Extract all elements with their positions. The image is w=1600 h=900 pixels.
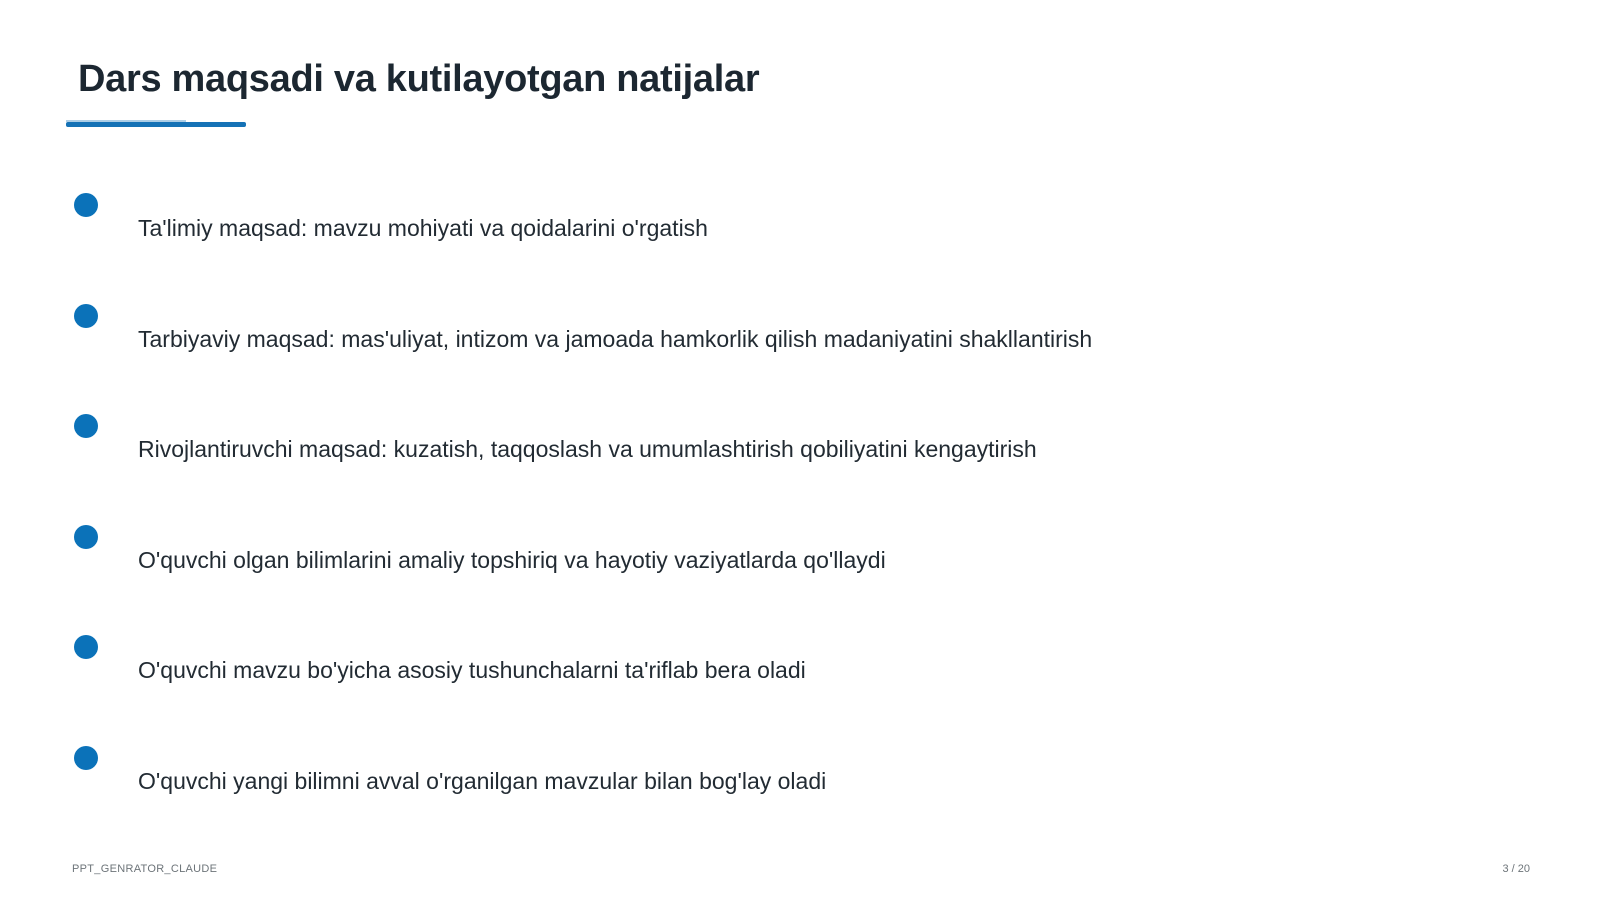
- title-underline: [66, 122, 246, 127]
- bullet-item: [0, 525, 1500, 585]
- bullet-dot-icon: [74, 525, 98, 549]
- bullet-dot-icon: [74, 414, 98, 438]
- bullet-text: Tarbiyaviy maqsad: mas'uliyat, intizom va jamoada hamkorlik qilish madaniyatini shakllantirish: [138, 326, 1093, 352]
- bullet-dot-icon: [74, 193, 98, 217]
- bullet-item: [0, 304, 1500, 364]
- bullet-dot-icon: [74, 635, 98, 659]
- slide-title: Dars maqsadi va kutilayotgan natijalar: [78, 58, 760, 100]
- bullet-dot-icon: [74, 304, 98, 328]
- bullet-text: O'quvchi yangi bilimni avval o'rganilgan mavzular bilan bog'lay oladi: [138, 768, 827, 794]
- bullet-item: [0, 414, 1500, 474]
- footer-source-label: PPT_GENRATOR_CLAUDE: [72, 863, 218, 875]
- bullet-text: Ta'limiy maqsad: mavzu mohiyati va qoidalarini o'rgatish: [138, 215, 708, 241]
- bullet-dot-icon: [74, 746, 98, 770]
- bullet-text: O'quvchi mavzu bo'yicha asosiy tushunchalarni ta'riflab bera oladi: [138, 657, 806, 683]
- bullet-item: [0, 193, 1500, 253]
- page-indicator: 3 / 20: [1502, 863, 1530, 875]
- bullet-text: Rivojlantiruvchi maqsad: kuzatish, taqqoslash va umumlashtirish qobiliyatini kengaytirish: [138, 436, 1037, 462]
- bullet-item: [0, 635, 1500, 695]
- bullet-text: O'quvchi olgan bilimlarini amaliy topshiriq va hayotiy vaziyatlarda qo'llaydi: [138, 547, 886, 573]
- bullet-item: [0, 746, 1500, 806]
